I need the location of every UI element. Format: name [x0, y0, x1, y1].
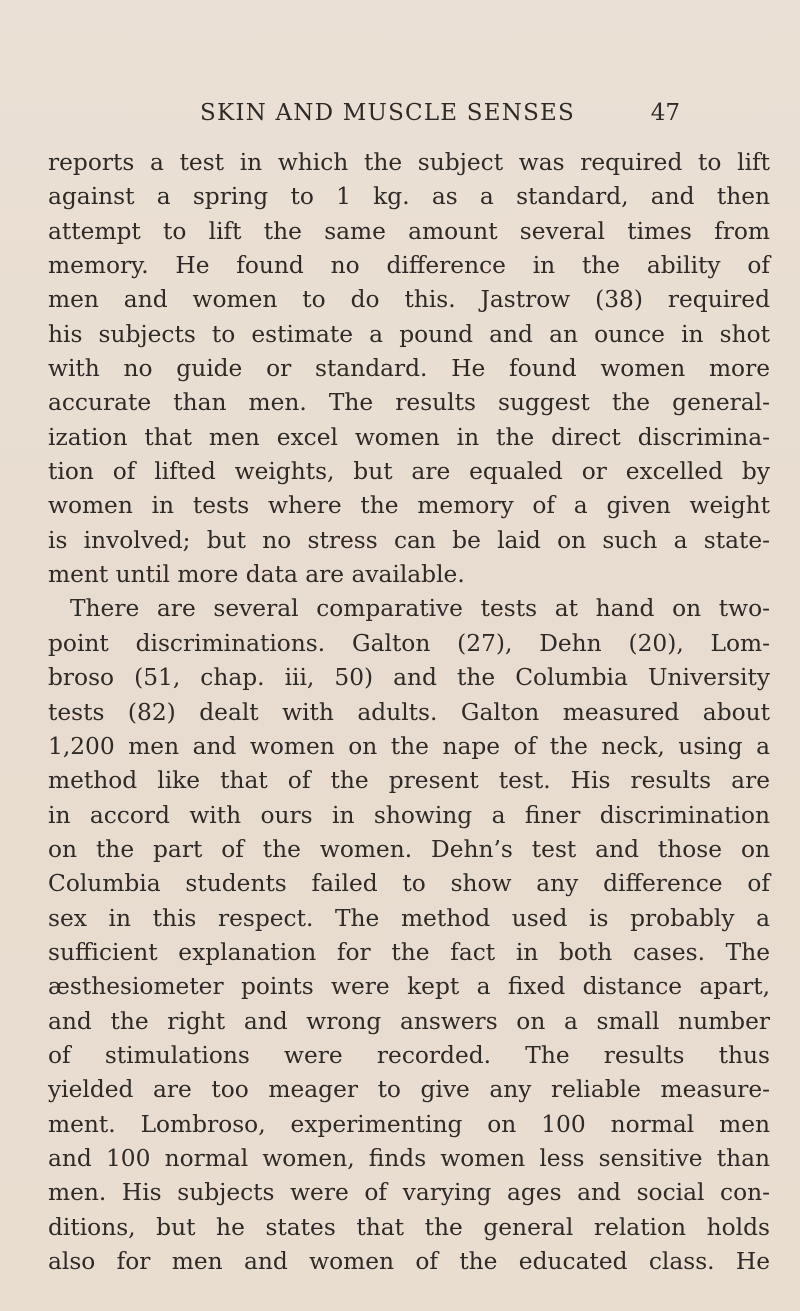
text-line: yielded are too meager to give any reliable measure-	[48, 1076, 770, 1104]
text-line: tests (82) dealt with adults. Galton measured about	[48, 698, 770, 726]
page-header	[200, 100, 680, 140]
text-line: sufficient explanation for the fact in both cases. The	[48, 938, 770, 966]
running-head: SKIN AND MUSCLE SENSES	[200, 100, 575, 126]
text-line: 1,200 men and women on the nape of the neck, using a	[48, 732, 770, 760]
text-line: æsthesiometer points were kept a fixed distance apart,	[48, 973, 770, 1001]
text-line: reports a test in which the subject was required to lift	[48, 149, 770, 176]
text-line: Columbia students failed to show any difference of	[48, 870, 770, 898]
text-line: is involved; but no stress can be laid on such a state-	[48, 526, 770, 554]
text-line: against a spring to 1 kg. as a standard, and then	[48, 183, 770, 211]
text-line: memory. He found no difference in the ability of	[48, 252, 770, 280]
text-line: broso (51, chap. iii, 50) and the Columbia University	[48, 664, 770, 692]
text-line: tion of lifted weights, but are equaled or excelled by	[48, 458, 770, 486]
text-line: sex in this respect. The method used is probably a	[48, 904, 770, 932]
text-line: ization that men excel women in the direct discrimina-	[48, 423, 770, 451]
text-line: point discriminations. Galton (27), Dehn (20), Lom-	[48, 629, 770, 657]
text-line: with no guide or standard. He found women more	[48, 355, 770, 383]
text-line: accurate than men. The results suggest the general-	[48, 389, 770, 417]
text-line: and the right and wrong answers on a small number	[48, 1007, 770, 1035]
text-line: attempt to lift the same amount several times from	[48, 217, 770, 245]
text-line: also for men and women of the educated class. He	[48, 1248, 770, 1275]
page-number: 47	[650, 100, 680, 126]
paragraph-start-line: There are several comparative tests at hand on two-	[70, 595, 770, 623]
text-line: his subjects to estimate a pound and an ounce in shot	[48, 320, 770, 348]
text-line: method like that of the present test. His results are	[48, 767, 770, 795]
text-line: ditions, but he states that the general relation holds	[48, 1213, 770, 1241]
text-line: women in tests where the memory of a given weight	[48, 492, 770, 520]
text-line: ment. Lombroso, experimenting on 100 normal men	[48, 1110, 770, 1138]
paragraph-end-line: ment until more data are available.	[48, 561, 465, 589]
text-line: men. His subjects were of varying ages and social con-	[48, 1179, 770, 1207]
text-line: and 100 normal women, finds women less sensitive than	[48, 1144, 770, 1172]
text-line: on the part of the women. Dehn’s test and those on	[48, 835, 770, 863]
text-line: men and women to do this. Jastrow (38) required	[48, 286, 770, 314]
text-line: in accord with ours in showing a finer discrimination	[48, 801, 770, 829]
text-line: of stimulations were recorded. The results thus	[48, 1041, 770, 1069]
body-text	[48, 146, 770, 1279]
